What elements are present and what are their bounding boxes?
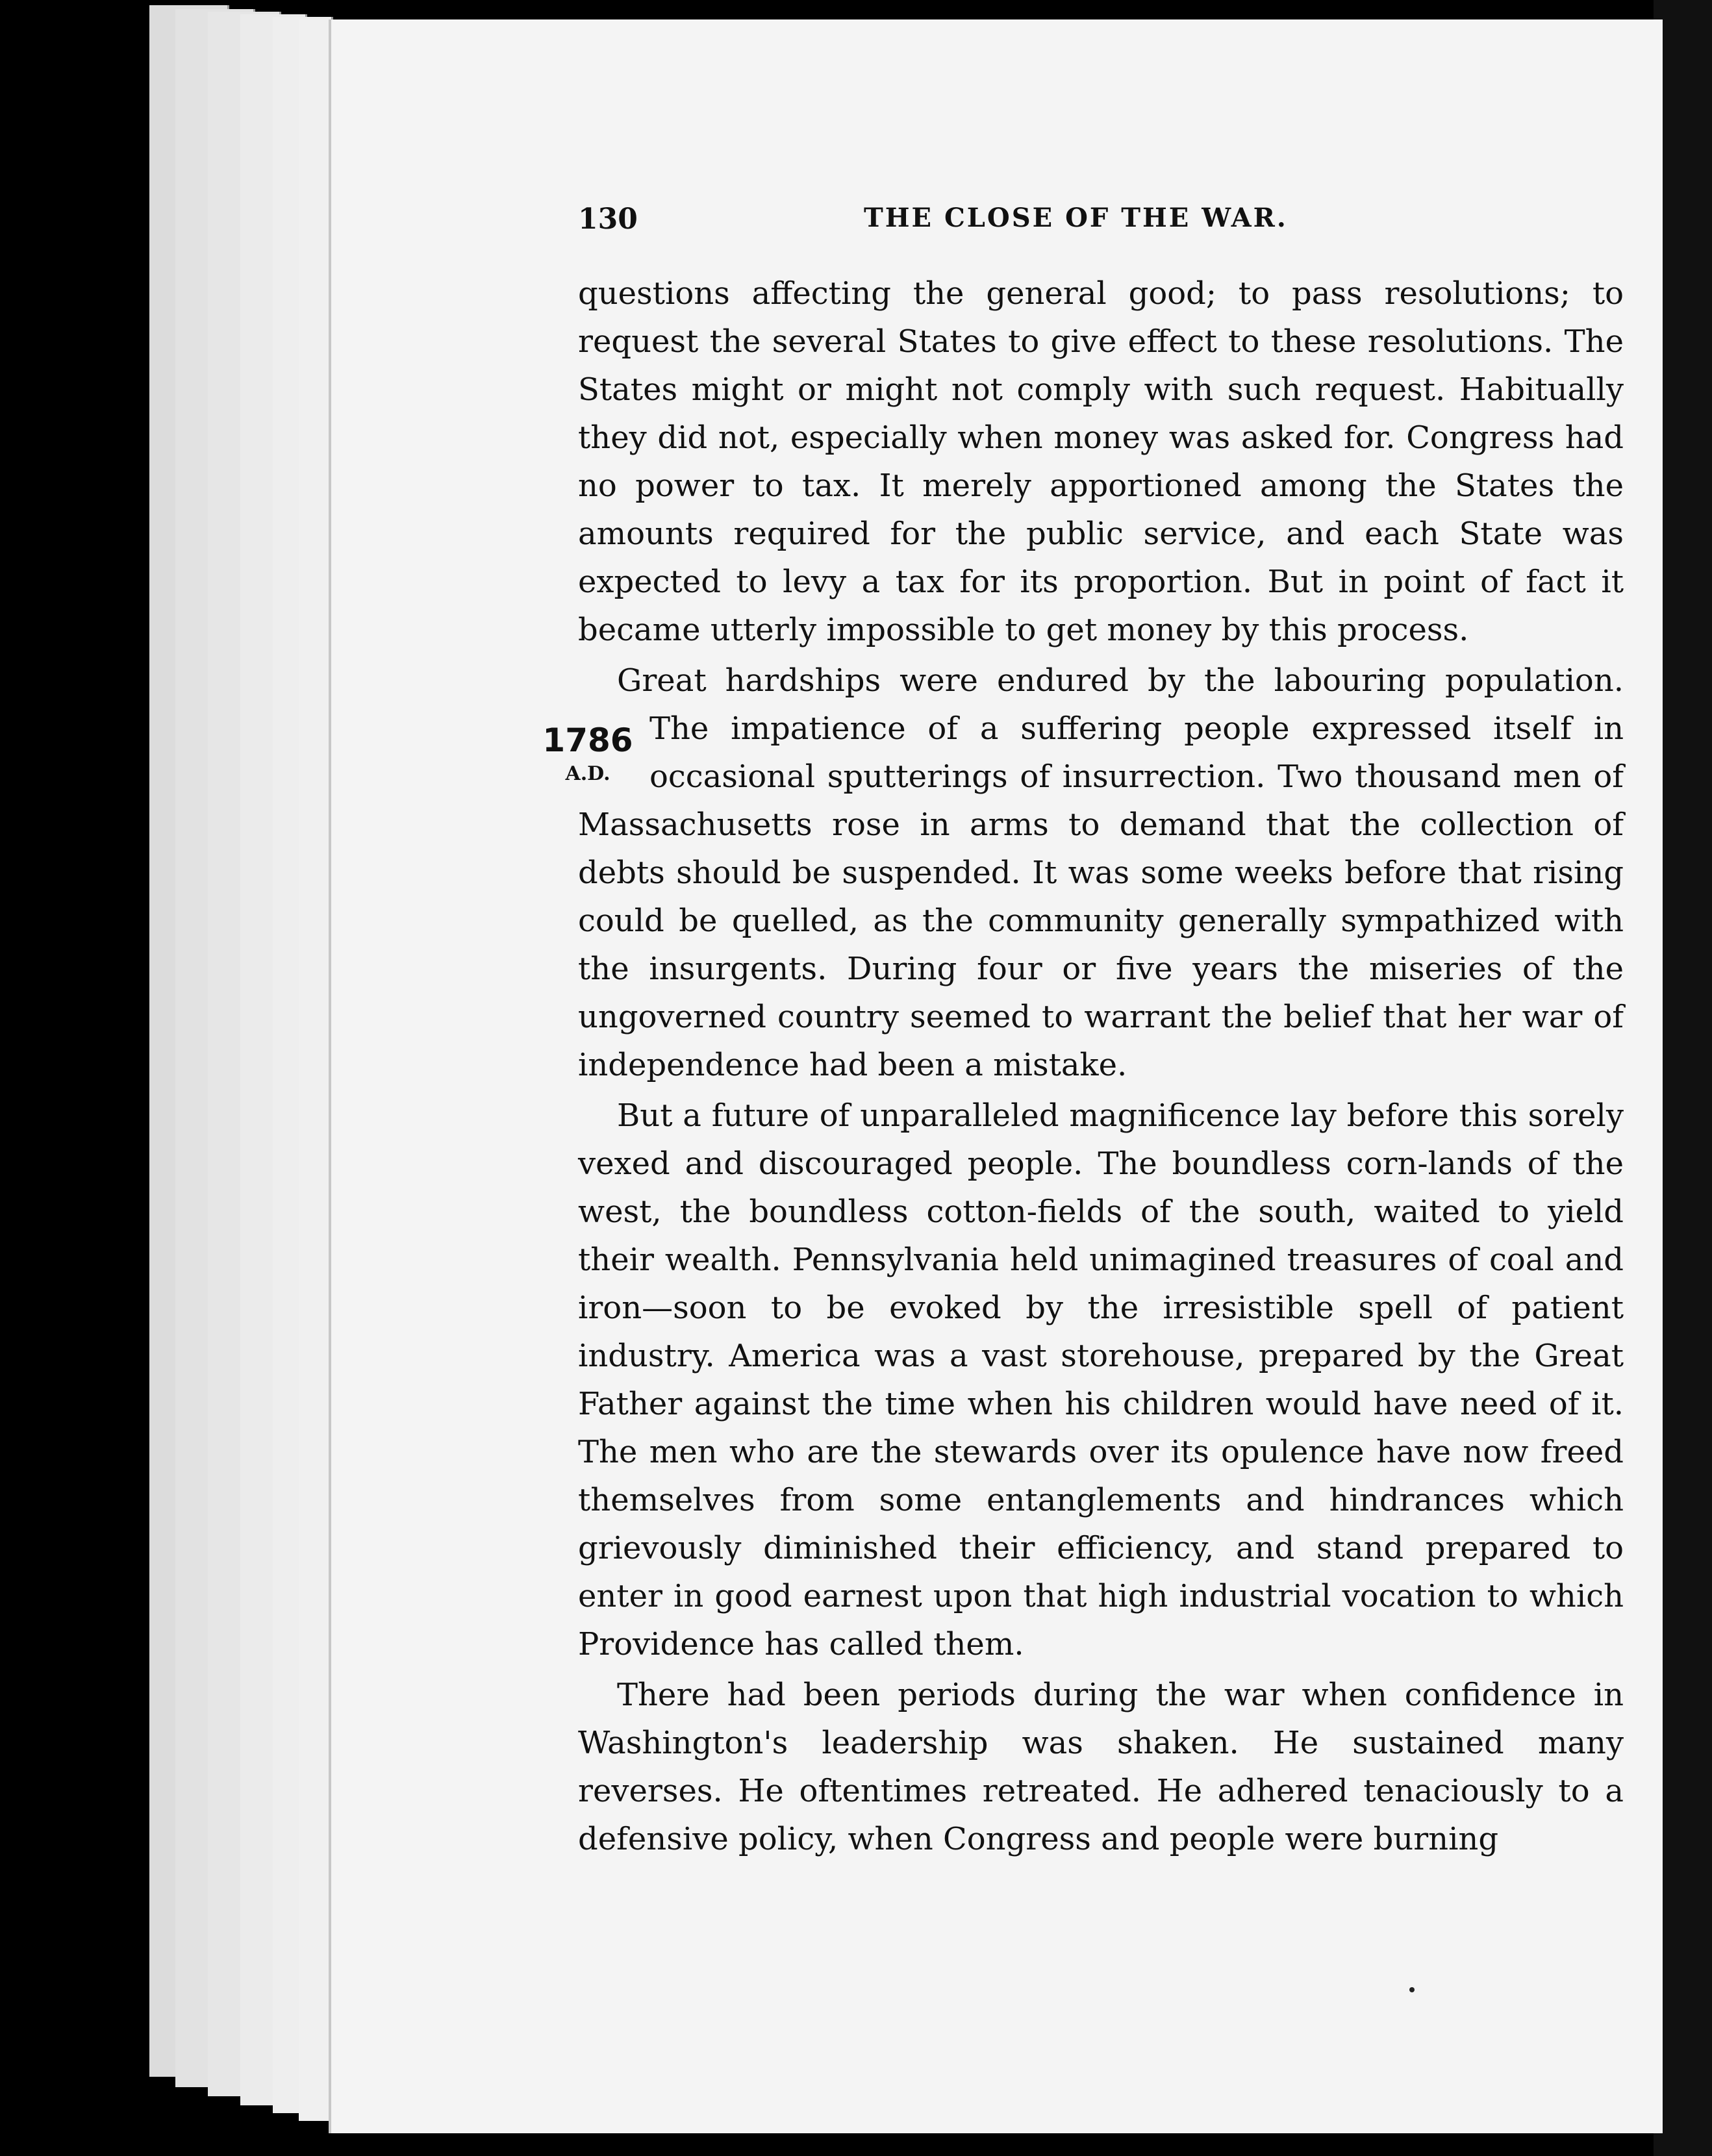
paragraph-first-line: Great hardships were endured by the labouring population. (617, 662, 1624, 699)
page-header (578, 203, 1637, 242)
running-title: THE CLOSE OF THE WAR. (864, 203, 1288, 233)
margin-date-note (539, 721, 636, 785)
margin-era: A.D. (565, 762, 611, 785)
paragraph (542, 657, 1624, 1089)
paragraph: questions affecting the general good; to pass resolutions; to request the several States to give effect to these resolutions. The States might or might not comply with such request. Habitually they did not, especially when money was asked for. Congress had no power to tax. It merely apportioned among the States the amounts required for the public service, and each State was expected to levy a tax for its proportion. But in point of fact it became utterly impossible to get money by this process. (578, 275, 1624, 648)
print-speck (1409, 1987, 1415, 1992)
paragraph: There had been periods during the war when confidence in Washington's leadership was shaken. He sustained many reverses. He oftentimes retreated. He adhered tenaciously to a defensive policy, when Congress and people were burning (578, 1677, 1624, 1857)
book-page (331, 19, 1663, 2133)
paragraph-rest: The impatience of a suffering people expressed itself in occasional sputterings of insurrection. Two thousand men of Massachusetts rose in arms to demand that the collection of debts should be suspended. It was some weeks before that rising could be quelled, as the community generally sympathized with the insurgents. During four or five years the miseries of the ungoverned country seemed to warrant the belief that her war of independence had been a mistake. (578, 710, 1624, 1083)
margin-year: 1786 (542, 721, 633, 759)
page-number: 130 (578, 203, 638, 236)
body-text (542, 270, 1624, 1863)
paragraph: But a future of unparalleled magnificence lay before this sorely vexed and discouraged people. The boundless corn-lands of the west, the boundless cotton-fields of the south, waited to yield their wealth. Pennsylvania held unimagined treasures of coal and iron—soon to be evoked by the irresistible spell of patient industry. America was a vast storehouse, prepared by the Great Father against the time when his children would have need of it. The men who are the stewards over its opulence have now freed themselves from some entanglements and hindrances which grievously diminished their efficiency, and stand prepared to enter in good earnest upon that high industrial vocation to which Providence has called them. (578, 1097, 1624, 1662)
